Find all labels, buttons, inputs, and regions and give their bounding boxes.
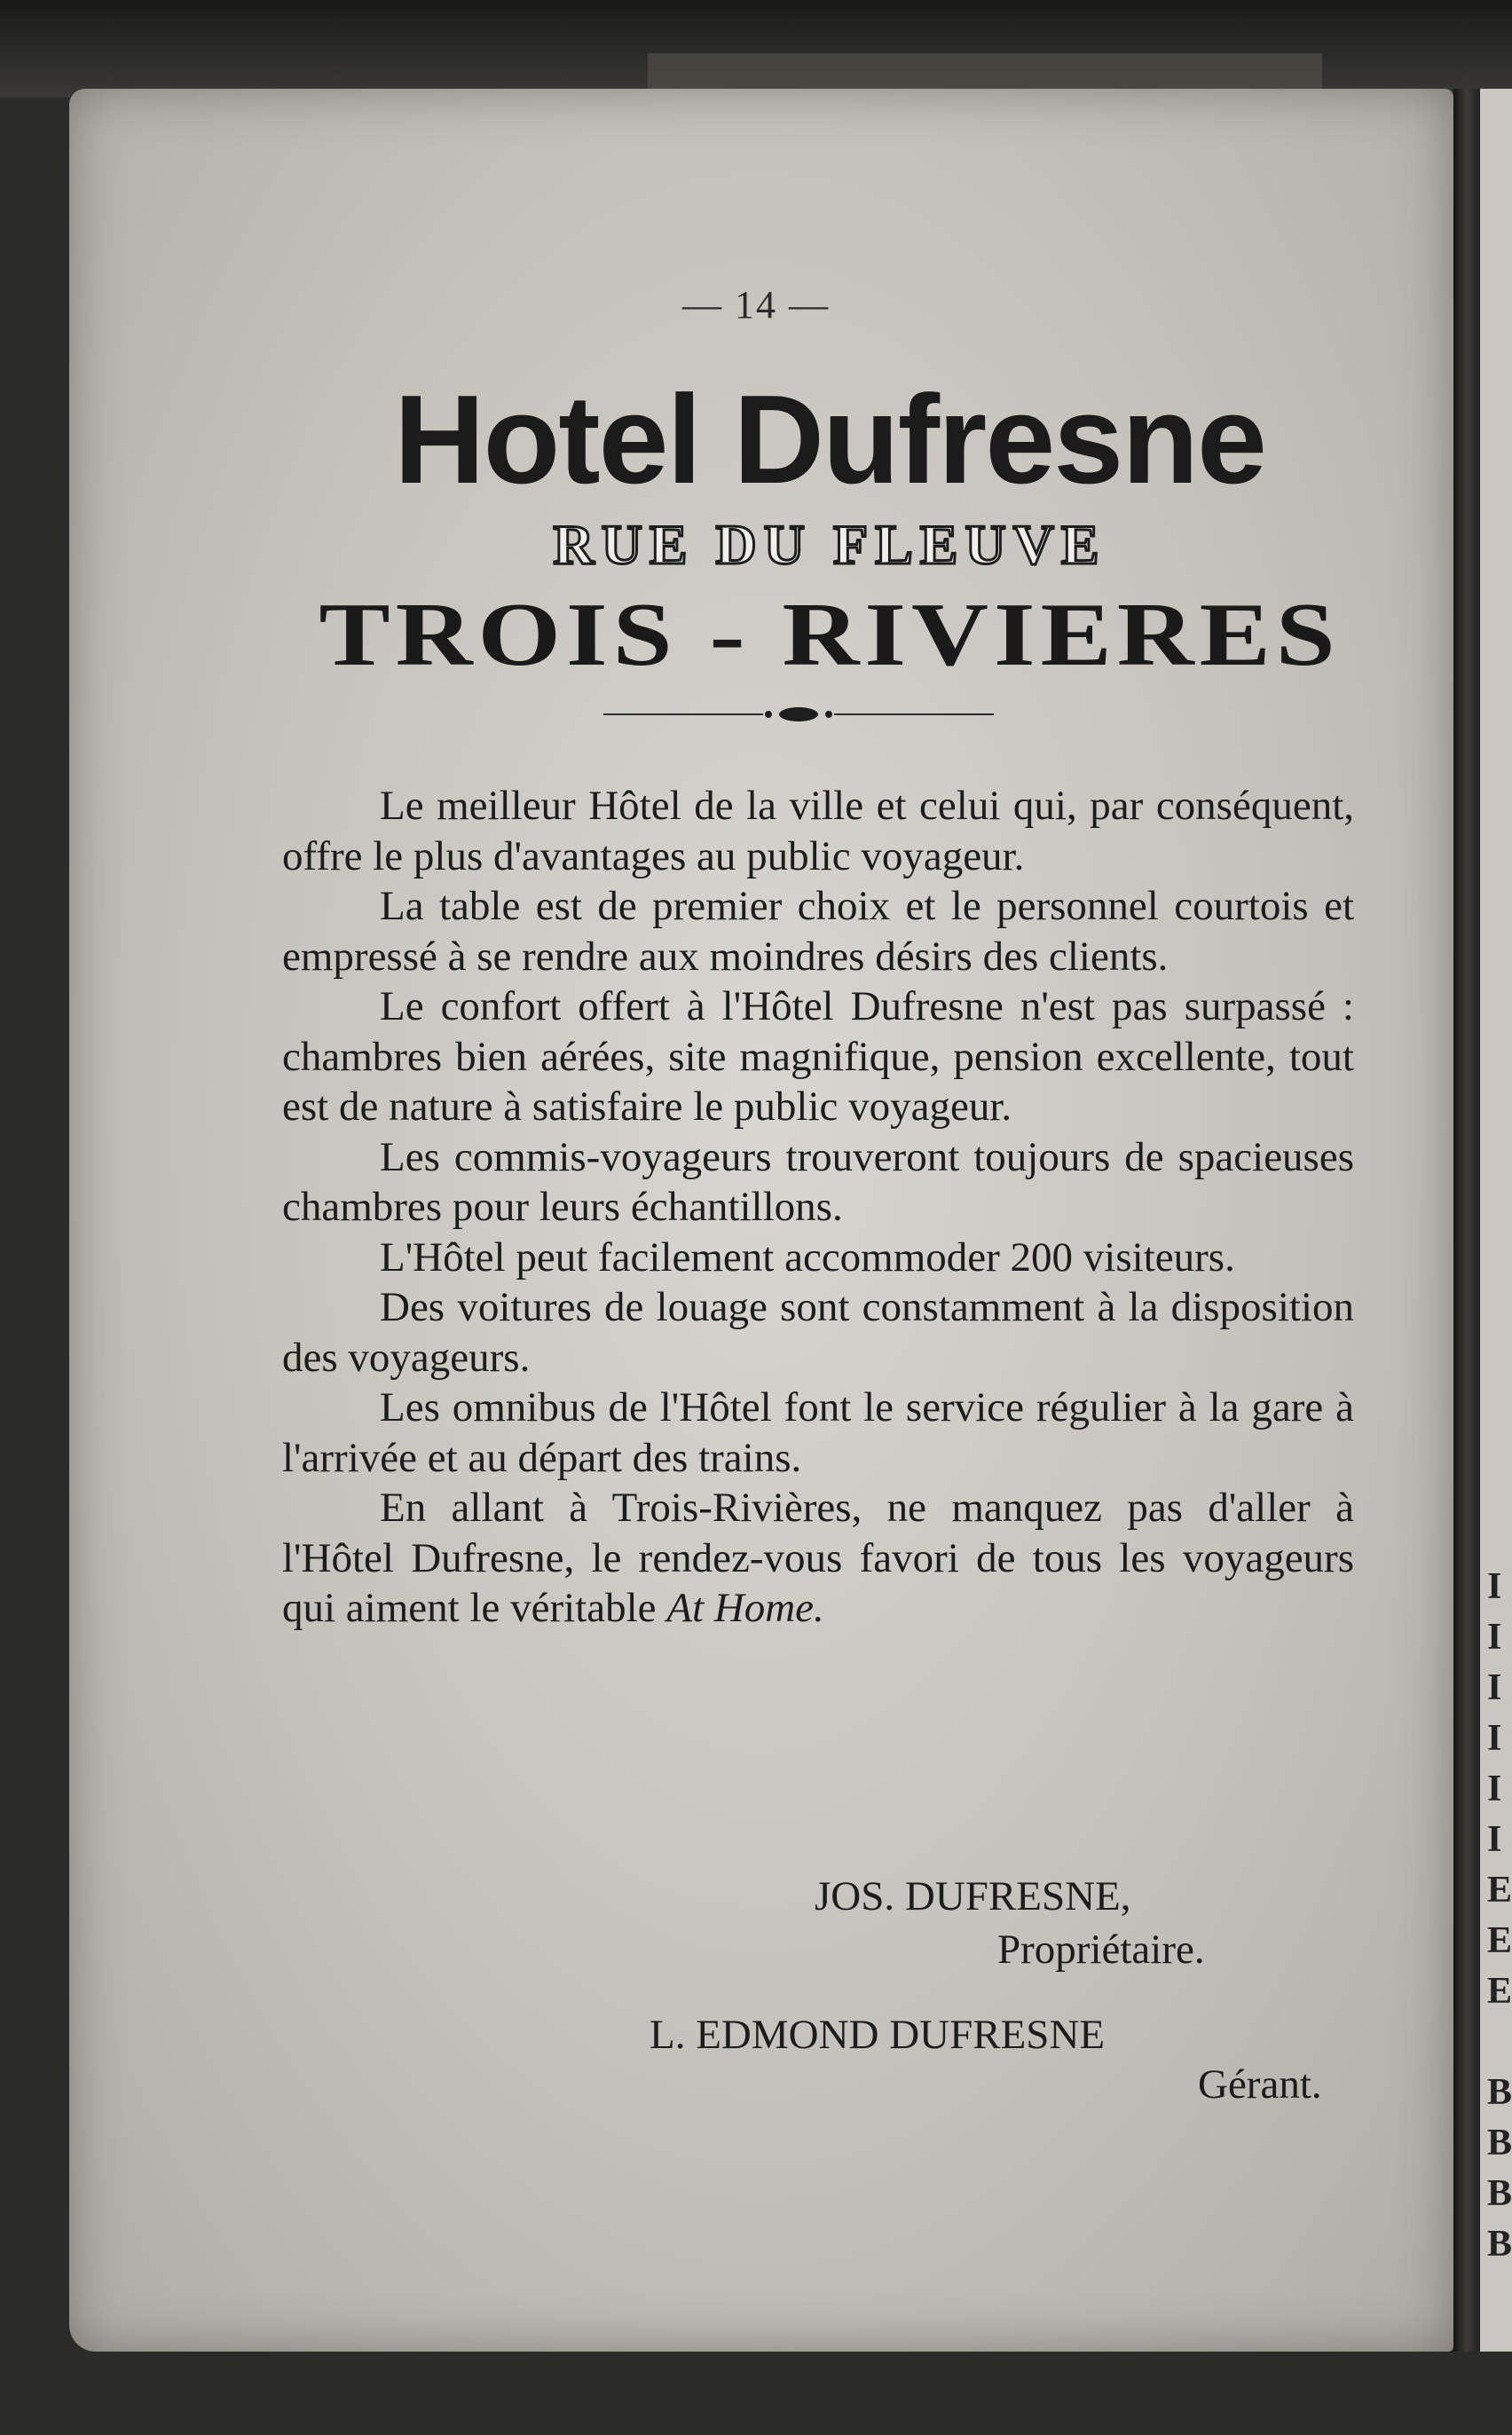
paragraph-final [282,1483,1354,1634]
street-heading: RUE DU FLEUVE [553,513,1106,576]
owner-name: JOS. DUFRESNE, [815,1873,1131,1919]
paragraph: Le confort offert à l'Hôtel Dufresne n'est pas surpassé : chambres bien aérées, site magnifique, pension excellente, tout est de nature à satisfaire le public voyageur. [282,983,1354,1130]
neighbor-letter: B [1487,2123,1512,2163]
paragraph: Des voitures de louage sont constamment à la disposition des voyageurs. [282,1284,1354,1381]
neighbor-letter: E [1487,1971,1512,2012]
neighbor-letter: B [1487,2224,1512,2265]
paragraph: L'Hôtel peut facilement accommoder 200 visiteurs. [380,1233,1235,1281]
neighbor-letter: I [1487,1819,1502,1860]
final-paragraph-text: En allant à Trois-Rivières, ne manquez pas d'aller à l'Hôtel Dufresne, le rendez-vous favori de tous les voyageurs qui aiment le véritable [282,1485,1354,1631]
neighbor-letter: I [1487,1617,1502,1658]
page-edge-shadow [1453,89,1480,2352]
paragraph: Les commis-voyageurs trouveront toujours de spacieuses chambres pour leurs échantillons. [282,1133,1354,1230]
owner-title: Propriétaire. [997,1927,1205,1973]
page-number: — 14 — [682,283,830,327]
neighbor-letter: I [1487,1566,1502,1607]
neighbor-page-letters [1487,1562,1512,2270]
at-home-emphasis: At Home. [666,1585,824,1631]
paragraph: Les omnibus de l'Hôtel font le service régulier à la gare à l'arrivée et au départ des trains. [282,1384,1354,1481]
binding-strip [648,53,1322,89]
manager-name: L. EDMOND DUFRESNE [650,2012,1106,2058]
neighbor-letter: I [1487,1667,1502,1708]
paragraph: Le meilleur Hôtel de la ville et celui qui, par conséquent, offre le plus d'avantages au public voyageur. [282,783,1354,879]
hotel-name-heading: Hotel Dufresne [394,369,1265,510]
neighbor-letter: E [1487,1870,1512,1911]
paragraph: La table est de premier choix et le personnel courtois et empressé à se rendre aux moindres désirs des clients. [282,883,1354,980]
manager-title: Gérant. [1198,2061,1322,2108]
neighbor-letter [1487,2017,1512,2068]
neighbor-letter: I [1487,1718,1502,1759]
neighbor-letter: I [1487,1769,1502,1809]
advertisement-body [282,781,1354,1634]
neighbor-letter: E [1487,1920,1512,1961]
city-heading: TROIS - RIVIERES [319,585,1341,685]
neighbor-letter: B [1487,2173,1512,2214]
neighbor-letter: B [1487,2072,1512,2113]
ornament-divider [603,701,994,728]
